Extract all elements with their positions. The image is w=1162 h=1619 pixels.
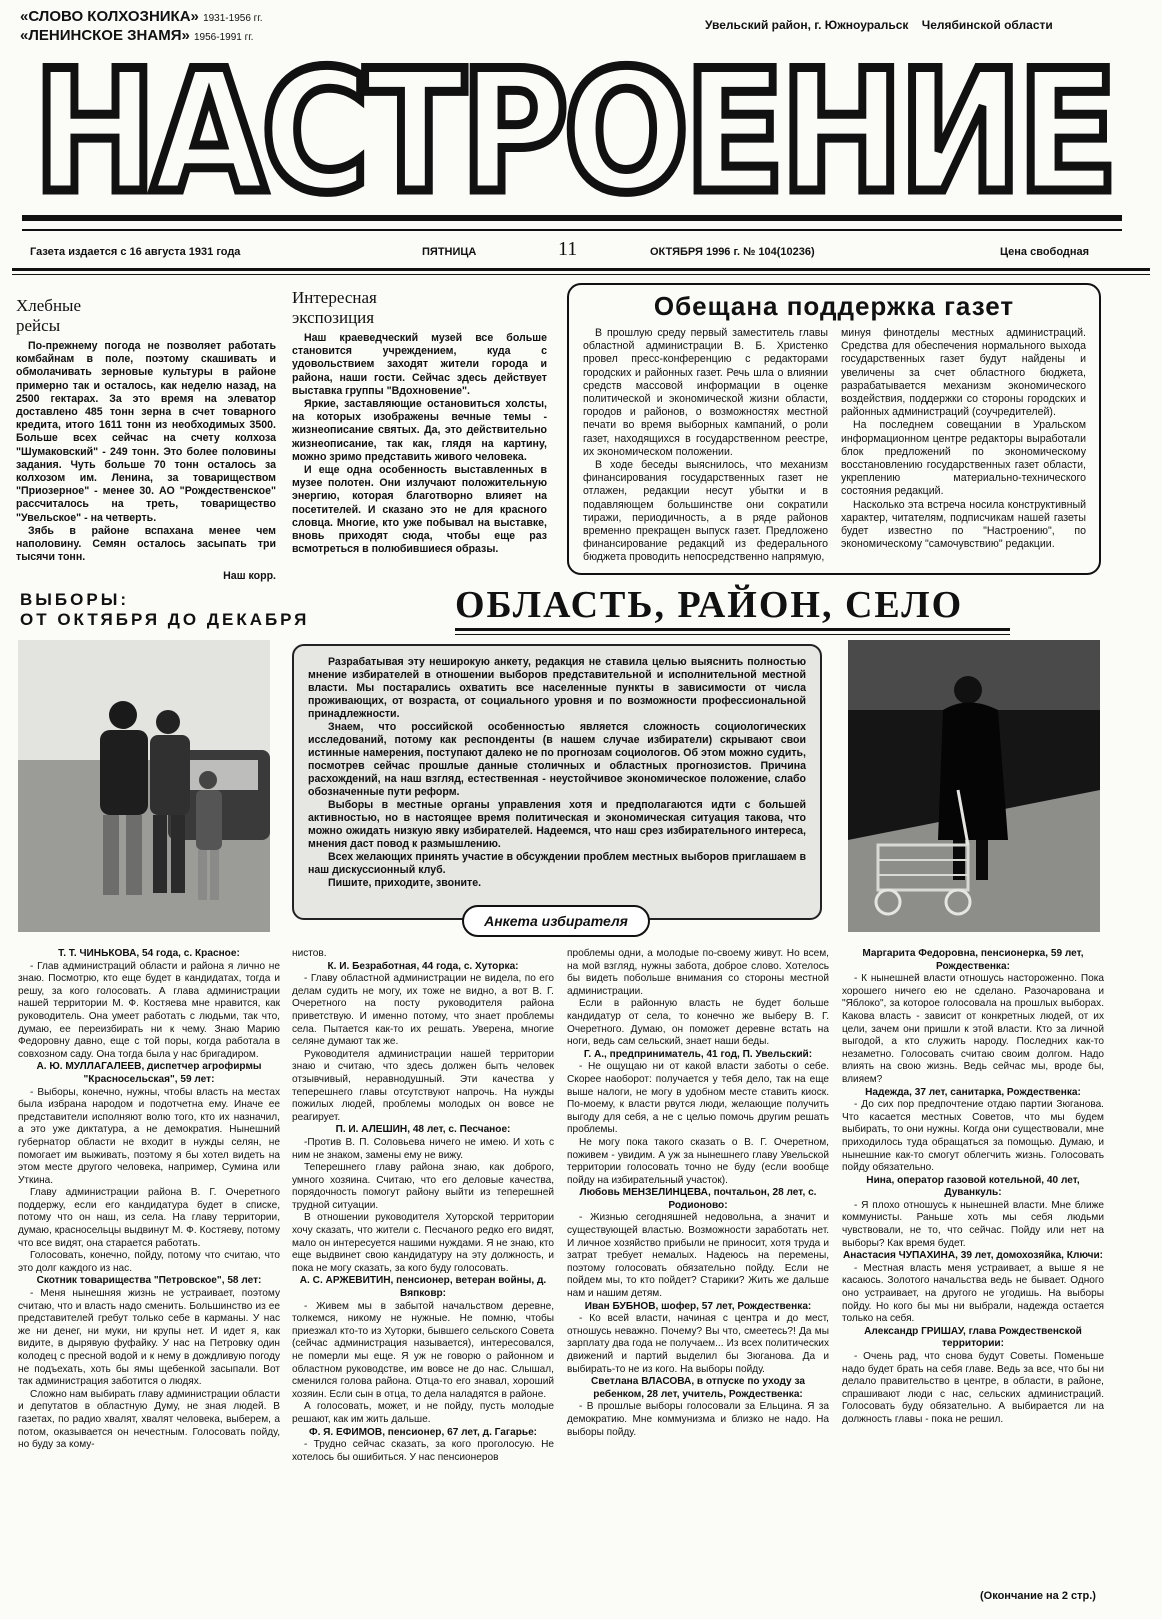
cart-photo xyxy=(848,640,1100,932)
respondent-answer: -Против В. П. Соловьева ничего не имею. И хоть с ним не знаком, замены ему не вижу. xyxy=(292,1136,554,1161)
survey-text xyxy=(294,646,820,890)
respondent-answer: - В прошлые выборы голосовали за Ельцина. Я за демократию. Мне коммунизма и близко не надо. На выборы пойду. xyxy=(567,1401,829,1438)
paragraph: Разрабатывая эту неширокую анкету, редакция не ставила целью выяснить полностью мнение избирателей в отношении выборов представительной и исполнительной местной власти. Мы постарались охватить все населенные пункты в зависимости от числа проживающих, от возраста, от социального уровня и по возможности профессиональной принадлежности. xyxy=(308,656,806,720)
family-photo-image xyxy=(18,640,270,932)
paragraph: Выборы в местные органы управления хотя и предполагаются идти с большей активностью, но в настоящее время политическая и экономическая ситуация такова, что можно ожидать низкую явку избирателей. Надеемся, что наш срез избирательного интереса, мнения даст повод к размышлению. xyxy=(308,799,806,850)
respondent-name: Александр ГРИШАУ, глава Рождественской территории: xyxy=(864,1325,1082,1350)
respondent-answer: - Живем мы в забытой начальством деревне, толкемся, никому не нужные. Не помню, чтобы приезжал кто-то из Хуторки, бывшего сельского Совета (сейчас администрация называется), интересовался, не померли мы еще. Я уж не говорю о районном и областном руководстве, им вовсе не до нас. Слышал, сменился голова района. Отца-то его знавал, хороший хозяин. Если сын в отца, то дела наладятся в районе. xyxy=(292,1300,554,1400)
continued-note: (Окончание на 2 стр.) xyxy=(980,1590,1096,1602)
respondent-answer: Голосовать, конечно, пойду, потому что считаю, что это долг каждого из нас. xyxy=(18,1250,280,1274)
survey-intro-box xyxy=(292,644,822,920)
responses-col-4 xyxy=(842,948,1104,1427)
section-rule-thin xyxy=(455,634,1010,635)
respondent-answer: А голосовать, может, и не пойду, пусть молодые решают, как им жить дальше. xyxy=(292,1401,554,1425)
respondent-name: Анастасия ЧУПАХИНА, 39 лет, домохозяйка, Ключи: xyxy=(842,1250,1104,1262)
respondent-answer: Если в районную власть не будет больше кандидатур от села, то конечно же выберу В. Г. Очеретного. Думаю, он поможет деревне встать на ноги, ведь сам сельский, знает наши беды. xyxy=(567,998,829,1048)
family-photo xyxy=(18,640,270,932)
paragraph: Наш краеведческий музей все больше становится учреждением, куда с удовольствием заходят жители города и района, наши гости. Сейчас здесь действует выставка группы "Вдохновение". xyxy=(292,332,547,397)
respondent-answer: - Главу областной администрации не видела, по его делам судить не могу, их тоже не видно, а вот В. Г. Очеретного на посту руководителя района приветствую. И именно потому, что знает проблемы села. Пытается как-то их решать. Уверена, многие селяне думают так же. xyxy=(292,973,554,1048)
respondent-name: Ф. Я. ЕФИМОВ, пенсионер, 67 лет, д. Гагарье: xyxy=(308,1426,538,1438)
respondent-answer: Не могу пока такого сказать о В. Г. Очеретном, поживем - увидим. А уж за нынешнего главу Увельской территории голосовать точно не буду (если вообще пойду на избирательный участок). xyxy=(567,1136,829,1186)
respondent-name: А. Ю. МУЛЛАГАЛЕЕВ, диспетчер агрофирмы "Красносельская", 59 лет: xyxy=(36,1061,262,1085)
respondent-answer: Руководителя администрации нашей территории знаю и считаю, что здесь должен быть человек отзывчивый, неравнодушный. Эти качества у теперешнего главы отсутствуют напрочь. На нужды пожилых людей, проблемы молодых он вовсе не реагирует. xyxy=(292,1048,554,1123)
article-title: Интересная экспозиция xyxy=(292,288,377,327)
paragraph: Насколько эта встреча носила конструктивный характер, читателям, подписчикам нашей газеты будет известно по "Настроению", по экономическому "самочувствию" редакции. xyxy=(841,498,1086,551)
respondent-answer: - К нынешней власти отношусь настороженно. Пока хорошего ничего ею не сделано. Разочарована и "Яблоко", за которое голосовала на прошлых выборах. Какова власть - зависит от конкретных людей, от их цели, зачем они пришли к этой власти. Кто за личной выгодой, а кто служить народу. Последних как-то незаметно. Голосовать считаю своим долгом. Надо влиять на свою жизнь. Ведь сейчас мы, вроде бы, влияем? xyxy=(842,973,1104,1085)
cart-photo-image xyxy=(848,640,1100,932)
respondent-answer: - До сих пор предпочтение отдаю партии Зюганова. Что касается местных Советов, что мы будем выбирать, то они нужны. Когда они существовали, мне приходилось туда обращаться за помощью. Думаю, и нынешние как-то смогут облегчить жизнь. Голосовать пойду обязательно. xyxy=(842,1099,1104,1174)
former-years-2: 1956-1991 гг. xyxy=(194,32,254,43)
oblast-name: Челябинской области xyxy=(921,18,1053,32)
logo-text: НАСТРОЕНИЕ xyxy=(33,40,1113,230)
responses-col-3 xyxy=(567,948,829,1439)
former-title-1: «СЛОВО КОЛХОЗНИКА» xyxy=(20,8,199,25)
respondent-answer: Сложно нам выбирать главу администрации области и депутатов в областную Думу, не зная людей. В газетах, по радио хвалят, хвалят человека, выберем, а потом, оказывается он нечестным. Голосовать пойду, но буду за кому- xyxy=(18,1388,280,1451)
respondent-name: Нина, оператор газовой котельной, 40 лет, Дуванкуль: xyxy=(866,1174,1080,1199)
responses-col-2 xyxy=(292,948,554,1464)
paragraph: Знаем, что российской особенностью является сложность социологических исследований, потому как респонденты (в нашем случае избиратели) скрывают свои истинные намерения, поступают далеко не по прогнозам социологов. Об этом можно судить, посмотрев сейчас прошлые данные столичных и областных прогнозистов. Причина расхождений, на наш взгляд, естественная - неустойчивое экономическое положение, слабо обозначенные пути реформ. xyxy=(308,721,806,798)
top-rule-thin xyxy=(12,274,1150,275)
paragraph: Зябь в районе вспахана менее чем наполовину. Семян осталось засыпать три тысячи тонн. xyxy=(16,524,276,564)
section-title: ОБЛАСТЬ, РАЙОН, СЕЛО xyxy=(455,584,964,626)
section-rule xyxy=(455,628,1010,631)
paragraph: По-прежнему погода не позволяет работать комбайнам в поле, поэтому скашивать и обмолачивать зерновые культуры в районе примерно так и осталось, как неделю назад, на 2500 гектарах. За это время на элеватор доставлено 485 тонн зерна в счет товарного кредита, итого 1611 тонн из необходимых 3500. Больше всех сейчас на счету колхоза "Шумаковский" - 249 тонн. Это более половины задания. Чуть больше 70 тонн осталось за колхозом им. Ленина, за товариществом "Приозерное" - менее 30. АО "Рождественское" рассчиталось на треть, товарищество "Увельское" - на четверть. xyxy=(16,340,276,524)
article-exposition xyxy=(292,288,547,556)
respondent-answer: - Ко всей власти, начиная с центра и до мест, отношусь неважно. Почему? Вы что, смеетесь?! Да мы зарплату два года не получаем... Из всех политических движений и партий выделил бы Зюганова. Да и выбирать-то не из кого. На выборы пойду. xyxy=(567,1313,829,1375)
issue-day: 11 xyxy=(558,238,578,260)
respondent-name: Маргарита Федоровна, пенсионерка, 59 лет, Рождественка: xyxy=(862,948,1084,972)
respondent-name: Любовь МЕНЗЕЛИНЦЕВА, почтальон, 28 лет, с. Родионово: xyxy=(579,1187,817,1211)
respondent-answer: - Выборы, конечно, нужны, чтобы власть на местах была избрана народом и подотчетна ему. Иначе ее представители исполняют волю того, кто их назначил, а это уже диктатура, а не демократия. Нынешний губернатор области не входит в нужды селян, не помогает им выживать, поэтому я бы хотел видеть на этом месте другого человека, например, Сумина или Уткина. xyxy=(18,1086,280,1186)
respondent-name: Надежда, 37 лет, санитарка, Рождественка: xyxy=(865,1086,1081,1098)
paragraph: Пишите, приходите, звоните. xyxy=(328,877,482,889)
article-support-box xyxy=(567,283,1101,575)
since-line: Газета издается с 16 августа 1931 года xyxy=(30,246,241,258)
paragraph: минуя финотделы местных администраций. Средства для обеспечения нормального выхода государственных газет будут найдены и увеличены за счет областного бюджета, разрабатывается механизм экономического воздействия, поддержки со стороны городских и районных администраций (соучредителей). xyxy=(841,327,1086,419)
article-title: Обещана поддержка газет xyxy=(653,291,1015,321)
respondent-answer: - Очень рад, что снова будут Советы. Поменьше надо будет брать на себя главе. Ведь за все, что бы ни делало правительство в центре, в области, в районе, спрашивают люди с нас, сельских администраций. Голосовать буду обязательно. А выбирается ли на должность главы - пока не решил. xyxy=(842,1351,1104,1425)
respondent-name: Г. А., предприниматель, 41 год, П. Увельский: xyxy=(583,1048,813,1060)
respondent-name: К. И. Безработная, 44 года, с. Хуторка: xyxy=(327,960,519,972)
respondent-answer: нистов. xyxy=(292,948,327,959)
questionnaire-label: Анкета избирателя xyxy=(462,905,650,937)
elections-heading: ВЫБОРЫ: ОТ ОКТЯБРЯ ДО ДЕКАБРЯ xyxy=(20,590,310,629)
paragraph: Яркие, заставляющие остановиться холсты, на которых изображены вечные темы - жизнеописание святых. Да, это действительно жизнеописание, так как, глядя на картину, можно зримо представить живого человека. xyxy=(292,398,547,463)
respondent-name: Светлана ВЛАСОВА, в отпуске по уходу за ребенком, 28 лет, учитель, Рождественка: xyxy=(591,1376,805,1400)
weekday: ПЯТНИЦА xyxy=(422,246,477,258)
region-name: Увельский район, г. Южноуральск xyxy=(705,18,909,32)
paragraph: Всех желающих принять участие в обсуждении проблем местных выборов приглашаем в наш дискуссионный клуб. xyxy=(308,851,806,876)
article-bread-flights xyxy=(16,296,276,584)
article-column xyxy=(841,327,1086,551)
respondent-name: Иван БУБНОВ, шофер, 57 лет, Рождественка: xyxy=(584,1300,812,1312)
article-sign: Наш корр. xyxy=(223,570,276,583)
respondent-answer: - Глав администраций области и района я лично не знаю. Посмотрю, кто еще будет в кандидатах, тогда и решу, за кого голосовать. А глава администрации нашей территории М. Ф. Костяева мне нравится, как руководитель. Она умеет работать с людьми, так что, думаю, ее переизбирать ни к чему. Знаю Марию Федоровну давно, еще с той поры, когда работала в совхозном саду. Она тогда была у нас бригадиром. xyxy=(18,960,280,1060)
respondent-answer: - Не ощущаю ни от какой власти заботы о себе. Скорее наоборот: получается у тебя дело, так на еще выше налоги, не могу в удобном месте ставить киоск. По-моему, к власти рвутся люди, желающие получить выгоду для себя, а не с целью помочь другим решать проблемы. xyxy=(567,1061,829,1136)
newspaper-logo xyxy=(18,40,1128,235)
respondent-answer: Теперешнего главу района знаю, как доброго, умного хозяина. Считаю, что его деловые качества, порядочность помогут району выйти из теперешней трудной ситуации. xyxy=(292,1162,554,1211)
top-rule xyxy=(12,268,1150,271)
paragraph: И еще одна особенность выставленных в музее полотен. Они излучают положительную энергию, которая благотворно влияет на посетителей. И сказано это не для красного словца. Многие, кто уже побывал на выставке, вновь приходят сюда, чтобы еще раз всмотреться в полюбившиеся образы. xyxy=(292,464,547,556)
respondent-answer: - Местная власть меня устраивает, а выше я не касаюсь. Золотого начальства ведь не бывает. Одного оно устраивает, на другого не угодишь. На выборы пойду. Но кого бы мы ни выбрали, надежда остается только на себя. xyxy=(842,1262,1104,1325)
respondent-name: Скотник товарищества "Петровское", 58 лет: xyxy=(36,1275,262,1287)
article-title: Хлебные рейсы xyxy=(16,296,82,335)
former-title-2: «ЛЕНИНСКОЕ ЗНАМЯ» xyxy=(20,27,190,44)
respondent-name: Т. Т. ЧИНЬКОВА, 54 года, с. Красное: xyxy=(58,948,240,959)
paragraph: В прошлую среду первый заместитель главы областной администрации В. Б. Христенко провел пресс-конференцию с редакторами городских и районных газет. Речь шла о влиянии средств массовой информации в оценке политической и экономической жизни области, городов и районов, о возможностях местной печати во время выборных кампаний, о роли газет, находящихся в государственном реестре, их экономическом положении. xyxy=(583,327,828,458)
respondent-answer: Главу администрации района В. Г. Очеретного поддержу, если его кандидатура будет в списке, потому что он наш, из села. На главу территории, думаю, красносельцы выдвинут М. Ф. Костяеву, потому что все видят, она старается работать. xyxy=(18,1187,280,1249)
region-line xyxy=(705,18,1053,32)
former-years-1: 1931-1956 гг. xyxy=(203,13,263,24)
paragraph: В ходе беседы выяснилось, что механизм финансирования государственных газет не отлажен, редакции несут убытки и в подавляющем большинстве они сократили тиражи, периодичность, а в ряде районов временно прекращен выпуск газет. Предложено финансирование редакций из федерального бюджета проводить непосредственно напрямую, xyxy=(583,459,828,564)
issue-number: ОКТЯБРЯ 1996 г. № 104(10236) xyxy=(650,246,815,258)
responses-col-1 xyxy=(18,948,280,1452)
respondent-name: П. И. АЛЕШИН, 48 лет, с. Песчаное: xyxy=(335,1124,511,1136)
respondent-answer: - Я плохо отношусь к нынешней власти. Мне ближе коммунисты. Раньше хоть мы себя людьми чувствовали, не то, что сейчас. Пойду или нет на выборы? Как время будет. xyxy=(842,1199,1104,1249)
respondent-answer: проблемы одни, а молодые по-своему живут. Но всем, на мой взгляд, нужны забота, доброе слово. Хотелось бы видеть побольше внимания со стороны местной администрации. xyxy=(567,948,829,997)
respondent-answer: В отношении руководителя Хуторской территории хочу сказать, что жители с. Песчаного редко его видят, мало он интересуется нашими нуждами. Я не знаю, кто еще выдвинет свою кандидатуру на эту должность, и пока не могу сказать, за кого буду голосовать. xyxy=(292,1212,554,1274)
respondent-name: А. С. АРЖЕВИТИН, пенсионер, ветеран войны, д. Вяпковр: xyxy=(299,1275,547,1300)
price: Цена свободная xyxy=(1000,246,1090,258)
respondent-answer: - Трудно сейчас сказать, за кого проголосую. Не хотелось бы ошибиться. У нас пенсионеров xyxy=(292,1439,554,1463)
article-column xyxy=(583,327,828,565)
respondent-answer: - Жизнью сегодняшней недовольна, а значит и существующей властью. Возможности заработать нет. И личное хозяйство прибыли не приносит, хотя труда и затрат требует немалых. Надеюсь на перемены, поэтому голосовать обязательно пойду. Если не пойдем мы, то кто пойдет? Старики? Жить же дальше нам и нашим детям. xyxy=(567,1212,829,1300)
respondent-answer: - Меня нынешняя жизнь не устраивает, поэтому считаю, что и власть надо сменить. Большинство из ее представителей гребут только себе в карманы. У нас же ни денег, ни муки, ни крупы нет. И идет я, как видите, в дырявую фуфайку. У нас на Петровку один колодец с пресной водой и к нему в дождливую погоду не подъехать, хоть бы ямы щебенкой засыпали. Вот так администрация заботится о людях. xyxy=(18,1288,280,1388)
paragraph: На последнем совещании в Уральском информационном центре редакторы выработали блок предложений по экономическому восстановлению государственных газет области, укреплению материально-технического состояния редакций. xyxy=(841,419,1086,498)
